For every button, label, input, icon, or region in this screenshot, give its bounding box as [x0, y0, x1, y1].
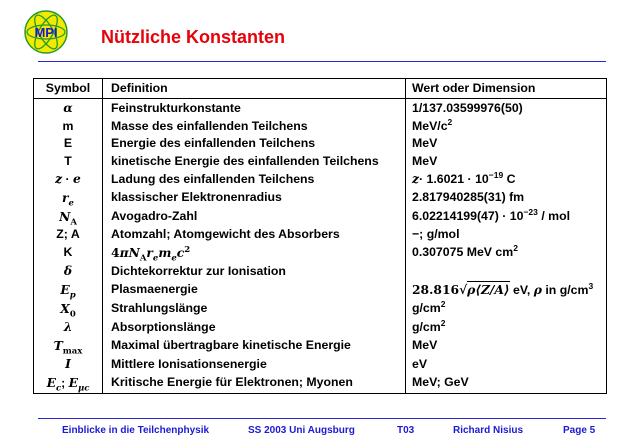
table-row — [34, 318, 607, 337]
table-row — [34, 189, 607, 208]
definition-cell: Atomzahl; Atomgewicht des Absorbers — [103, 226, 406, 244]
symbol-cell: $T_{max}$ — [34, 337, 103, 356]
table-row — [34, 244, 607, 263]
value-cell: 28.816√ρ⟨Z/A⟩ eV, ρ in $g/cm^3$ — [412, 280, 594, 297]
table-row — [34, 135, 607, 153]
value-cell: $z\cdot 1.6021 \cdot 10^{-19}$ C — [412, 170, 516, 187]
symbol-cell: δ — [34, 262, 103, 281]
symbol-cell: λ — [34, 318, 103, 337]
footer-author: Richard Nisius — [453, 425, 524, 436]
definition-cell: Mittlere Ionisationsenergie — [103, 355, 406, 374]
value-cell: MeV/$c^2$ — [412, 116, 453, 133]
definition-cell: Plasmaenergie — [103, 281, 406, 300]
header-symbol: Symbol — [34, 79, 103, 99]
definition-cell: Dichtekorrektur zur Ionisation — [103, 262, 406, 281]
value-cell: MeV — [412, 338, 438, 353]
value-cell: $g/cm^2$ — [412, 317, 446, 334]
value-cell: MeV — [412, 153, 438, 168]
header-value: Wert oder Dimension — [406, 79, 607, 99]
symbol-cell: I — [34, 355, 103, 374]
table-row — [34, 153, 607, 171]
value-cell: 0.307075 MeV $cm^2$ — [412, 243, 518, 260]
symbol-cell: T — [34, 153, 103, 171]
value-cell: $g/cm^2$ — [412, 298, 446, 316]
footer-page-number: Page 5 — [563, 425, 596, 436]
symbol-cell: Z; A — [34, 226, 103, 244]
symbol-cell: m — [34, 118, 103, 136]
footer-term: SS 2003 Uni Augsburg — [248, 425, 355, 436]
value-cell: $6.02214199(47) \cdot 10^{-23}$ / mol — [412, 206, 571, 224]
table-row — [34, 337, 607, 356]
symbol-cell: $E_c$; $E_{\mu c}$ — [34, 374, 103, 393]
definition-cell: Masse des einfallenden Teilchens — [103, 118, 406, 136]
table-row — [34, 374, 607, 393]
footer-course: Einblicke in die Teilchenphysik — [62, 425, 210, 436]
symbol-cell: z · e — [34, 170, 103, 189]
value-cell: MeV — [412, 136, 438, 151]
symbol-cell: K — [34, 244, 103, 263]
value-cell: −; g/mol — [412, 227, 460, 242]
definition-cell: klassischer Elektronenradius — [103, 189, 406, 208]
footer-rule — [38, 418, 606, 419]
mpi-logo — [24, 10, 68, 54]
table-row — [34, 226, 607, 244]
definition-cell: Kritische Energie für Elektronen; Myonen — [103, 374, 406, 393]
symbol-cell: $E_p$ — [34, 281, 103, 300]
symbol-cell: E — [34, 135, 103, 153]
definition-cell: Absorptionslänge — [103, 318, 406, 337]
footer-code: T03 — [397, 425, 415, 436]
header-rule — [38, 61, 606, 62]
header-definition: Definition — [103, 79, 406, 99]
table-row — [34, 281, 607, 300]
table-row — [34, 118, 607, 136]
definition-cell: Maximal übertragbare kinetische Energie — [103, 337, 406, 356]
symbol-cell: $N_A$ — [34, 208, 103, 227]
logo-text: MPI — [34, 25, 58, 40]
table-row — [34, 355, 607, 374]
table-row — [34, 99, 607, 118]
table-row — [34, 170, 607, 189]
definition-cell: kinetische Energie des einfallenden Teilchens — [103, 153, 406, 171]
value-cell: eV — [412, 356, 428, 371]
definition-cell: Strahlungslänge — [103, 300, 406, 319]
constants-table — [33, 78, 607, 394]
value-cell — [406, 262, 607, 281]
value-cell: 1/137.03599976(50) — [412, 100, 523, 115]
definition-cell: $4\pi N_Ar_em_ec^2$ — [103, 244, 406, 263]
table-row — [34, 262, 607, 281]
symbol-cell: $r_e$ — [34, 189, 103, 208]
definition-cell: Avogadro-Zahl — [103, 208, 406, 227]
definition-cell: Energie des einfallenden Teilchens — [103, 135, 406, 153]
table-row — [34, 208, 607, 227]
value-cell: MeV; GeV — [412, 375, 469, 390]
definition-cell: Feinstrukturkonstante — [103, 99, 406, 118]
table-header-row — [34, 79, 607, 99]
symbol-cell: $X_0$ — [34, 300, 103, 319]
table-row — [34, 300, 607, 319]
value-cell: 2.817940285(31) fm — [412, 190, 525, 205]
page-title: Nützliche Konstanten — [101, 27, 286, 47]
definition-cell: Ladung des einfallenden Teilchens — [103, 170, 406, 189]
symbol-cell: α — [34, 99, 103, 118]
